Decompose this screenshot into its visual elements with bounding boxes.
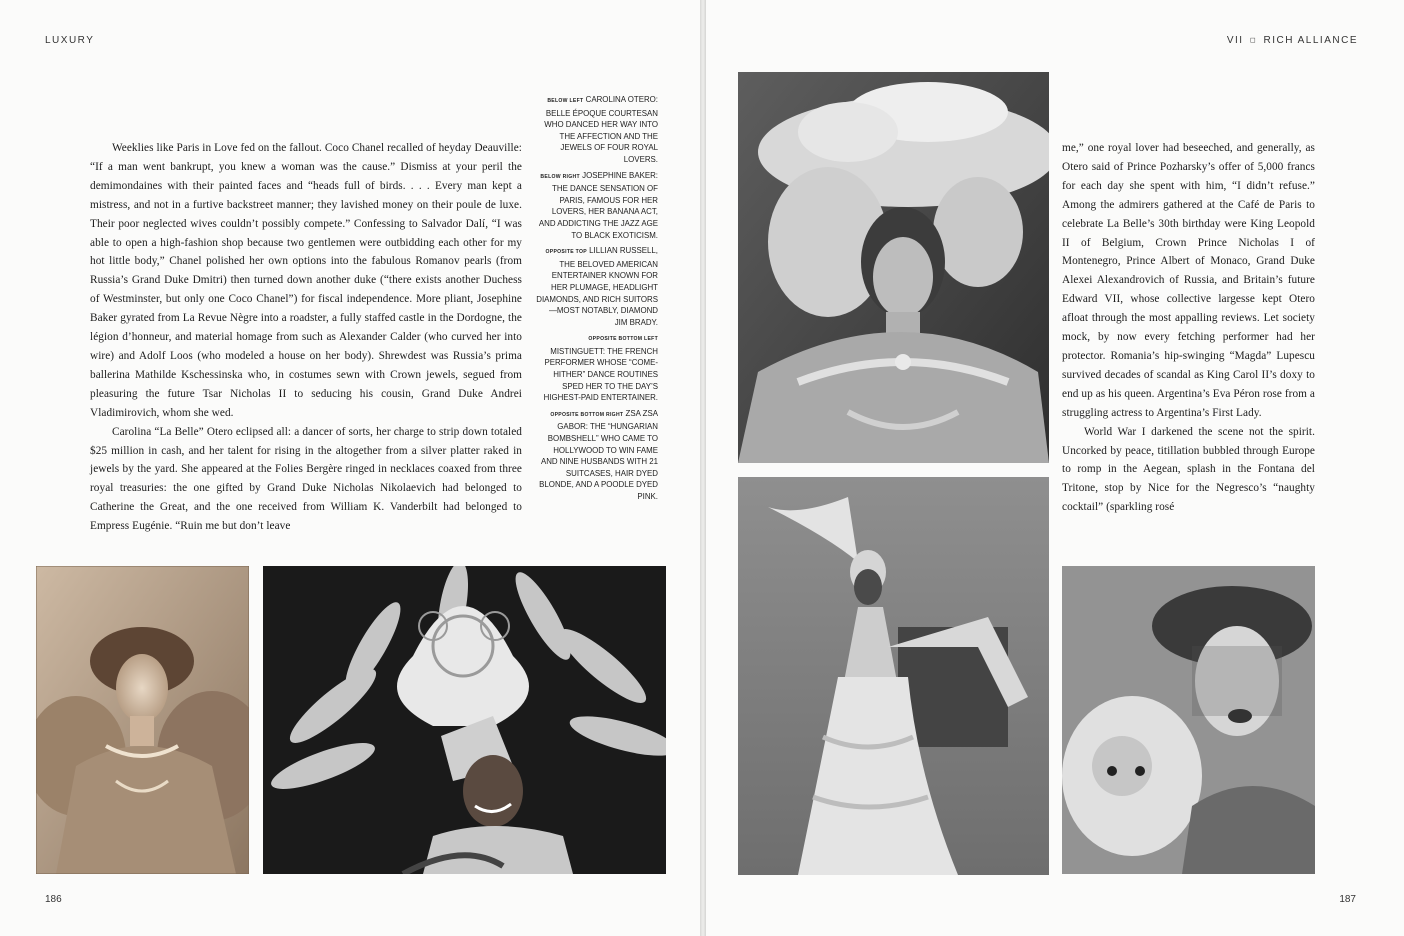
photo-zsa-zsa-gabor: [1062, 566, 1315, 874]
left-body-text: [90, 139, 522, 536]
caption-opposite-top: [536, 245, 658, 328]
caption-label: OPPOSITE BOTTOM LEFT: [588, 336, 658, 343]
photo-josephine-baker: [263, 566, 666, 874]
caption-text: MISTINGUETT: THE FRENCH PERFORMER WHOSE “COME-HITHER” DANCE ROUTINES SPED HER TO THE DAY’S HIGHEST-PAID ENTERTAINER.: [543, 346, 658, 403]
caption-below-right: [536, 170, 658, 242]
left-paragraph-1: Weeklies like Paris in Love fed on the fallout. Coco Chanel recalled of heyday Deauville: “If a man went bankrupt, you knew a woman was the cause.” Dismiss at your peril the demimondaines with their painted faces and “heads full of birds. . . . Every man kept a mistress, and not in a furtive backstreet manner; they lavished money on their poule de luxe. Their poor neglected wives couldn’t possibly compete.” Confessing to Salvador Dalí, “I was able to open a high-fashion shop because two gentlemen were outbidding each other for my hot little body,” Chanel polished her own options into the fabulous Romanov pearls (from Russia’s Grand Duke Dmitri) then turned down another duke (“there exists another Duchess of Westminster, but only one Coco Chanel”) for fiscal independence. More pliant, Josephine Baker gyrated from La Revue Nègre into a roadster, a fully staffed castle in the Dordogne, the légion d’honneur, and material homage from such as Alexander Calder (who curved her into wire) and Adolf Loos (who modeled a house on her body). Shrewdest was Russia’s prima ballerina Mathilde Kschessinska who, in costumes sewn with Crown jewels, segued from pleasuring the future Tsar Nicholas II to seducing his cousin, Grand Duke Andrei Vladimirovich, whom she wed.: [90, 142, 522, 419]
running-head-left: LUXURY: [45, 35, 95, 46]
photo-mistinguett-image: [738, 477, 1049, 875]
running-head-separator: ◻: [1249, 37, 1258, 44]
photo-carolina-otero: [36, 566, 249, 874]
left-page: [0, 0, 700, 936]
caption-opposite-bottom-right: [536, 408, 658, 503]
photo-carolina-otero-image: [36, 566, 249, 874]
running-head-right: [1227, 35, 1358, 46]
running-head-title: RICH ALLIANCE: [1263, 35, 1358, 46]
caption-label: BELOW LEFT: [547, 98, 584, 104]
running-head-section: VII: [1226, 35, 1244, 46]
caption-below-left: [536, 94, 658, 166]
caption-opposite-bottom-left: [536, 332, 658, 404]
right-page: [706, 0, 1404, 936]
page-number-right: 187: [1339, 894, 1356, 905]
caption-text: CAROLINA OTERO: BELLE ÉPOQUE COURTESAN WHO DANCED HER WAY INTO THE AFFECTION AND THE JEWELS OF FOUR ROYAL LOVERS.: [544, 95, 658, 164]
caption-label: OPPOSITE BOTTOM RIGHT: [550, 411, 624, 418]
photo-lillian-russell-image: [738, 72, 1049, 463]
caption-label: BELOW RIGHT: [540, 173, 580, 180]
left-paragraph-2: Carolina “La Belle” Otero eclipsed all: a dancer of sorts, her charge to strip down totaled $25 million in cash, and her talent for rising in the altogether from a silver platter raked in jewels by the yard. She appeared at the Folies Bergère ringed in necklaces coaxed from three royal treasuries: the one gifted by Grand Duke Nicholas Nikolaevich had belonged to Catherine the Great, and the one received from William K. Vanderbilt had belonged to Empress Eugénie. “Ruin me but don’t leave: [90, 425, 522, 533]
right-paragraph-2: World War I darkened the scene not the spirit. Uncorked by peace, titillation bubbled through Europe to romp in the Aegean, splash in the Fontana del Tritone, stop by Nice for the Negresco’s “naughty cocktail” (sparkling rosé: [1062, 425, 1315, 514]
photo-captions: [536, 94, 658, 507]
right-paragraph-1: me,” one royal lover had beseeched, and generally, as Otero said of Prince Pozharsky’s offer of 5,000 francs for each day she spent with him, “I didn’t refuse.” Among the admirers gathered at the Café de Paris to celebrate La Belle’s 30th birthday were King Leopold II of Belgium, Crown Prince Nicholas I of Montenegro, Prince Albert of Monaco, Grand Duke Alexei Alexandrovich of Russia, and Britain’s future Edward VII, whose collective largesse kept Otero afloat through the most appalling reviews. Let society mock, by now every fetching performer had her protector. Romania’s hip-swinging “Magda” Lupescu survived decades of scandal as King Carol II’s doxy to end up as his queen. Argentina’s Eva Péron rose from a struggling actress to Argentina’s First Lady.: [1062, 142, 1315, 419]
caption-text: JOSEPHINE BAKER: THE DANCE SENSATION OF PARIS, FAMOUS FOR HER LOVERS, HER BANANA ACT, AND ADDICTING THE JAZZ AGE TO BLACK EXOTICISM.: [538, 170, 658, 240]
caption-text: ZSA ZSA GABOR: THE “HUNGARIAN BOMBSHELL” WHO CAME TO HOLLYWOOD TO WIN FAME AND NINE HUSBANDS WITH 21 SUITCASES, HAIR DYED BLONDE, AND A POODLE DYED PINK.: [539, 408, 658, 501]
photo-josephine-baker-image: [263, 566, 666, 874]
page-number-left: 186: [45, 894, 62, 905]
right-body-text: [1062, 139, 1315, 517]
caption-label: OPPOSITE TOP: [545, 249, 587, 256]
caption-text: LILLIAN RUSSELL, THE BELOVED AMERICAN ENTERTAINER KNOWN FOR HER PLUMAGE, HEADLIGHT DIAMONDS, AND RICH SUITORS—MOST NOTABLY, DIAMOND JIM BRADY.: [536, 246, 658, 327]
photo-mistinguett: [738, 477, 1049, 875]
photo-lillian-russell: [738, 72, 1049, 463]
photo-zsa-zsa-gabor-image: [1062, 566, 1315, 874]
